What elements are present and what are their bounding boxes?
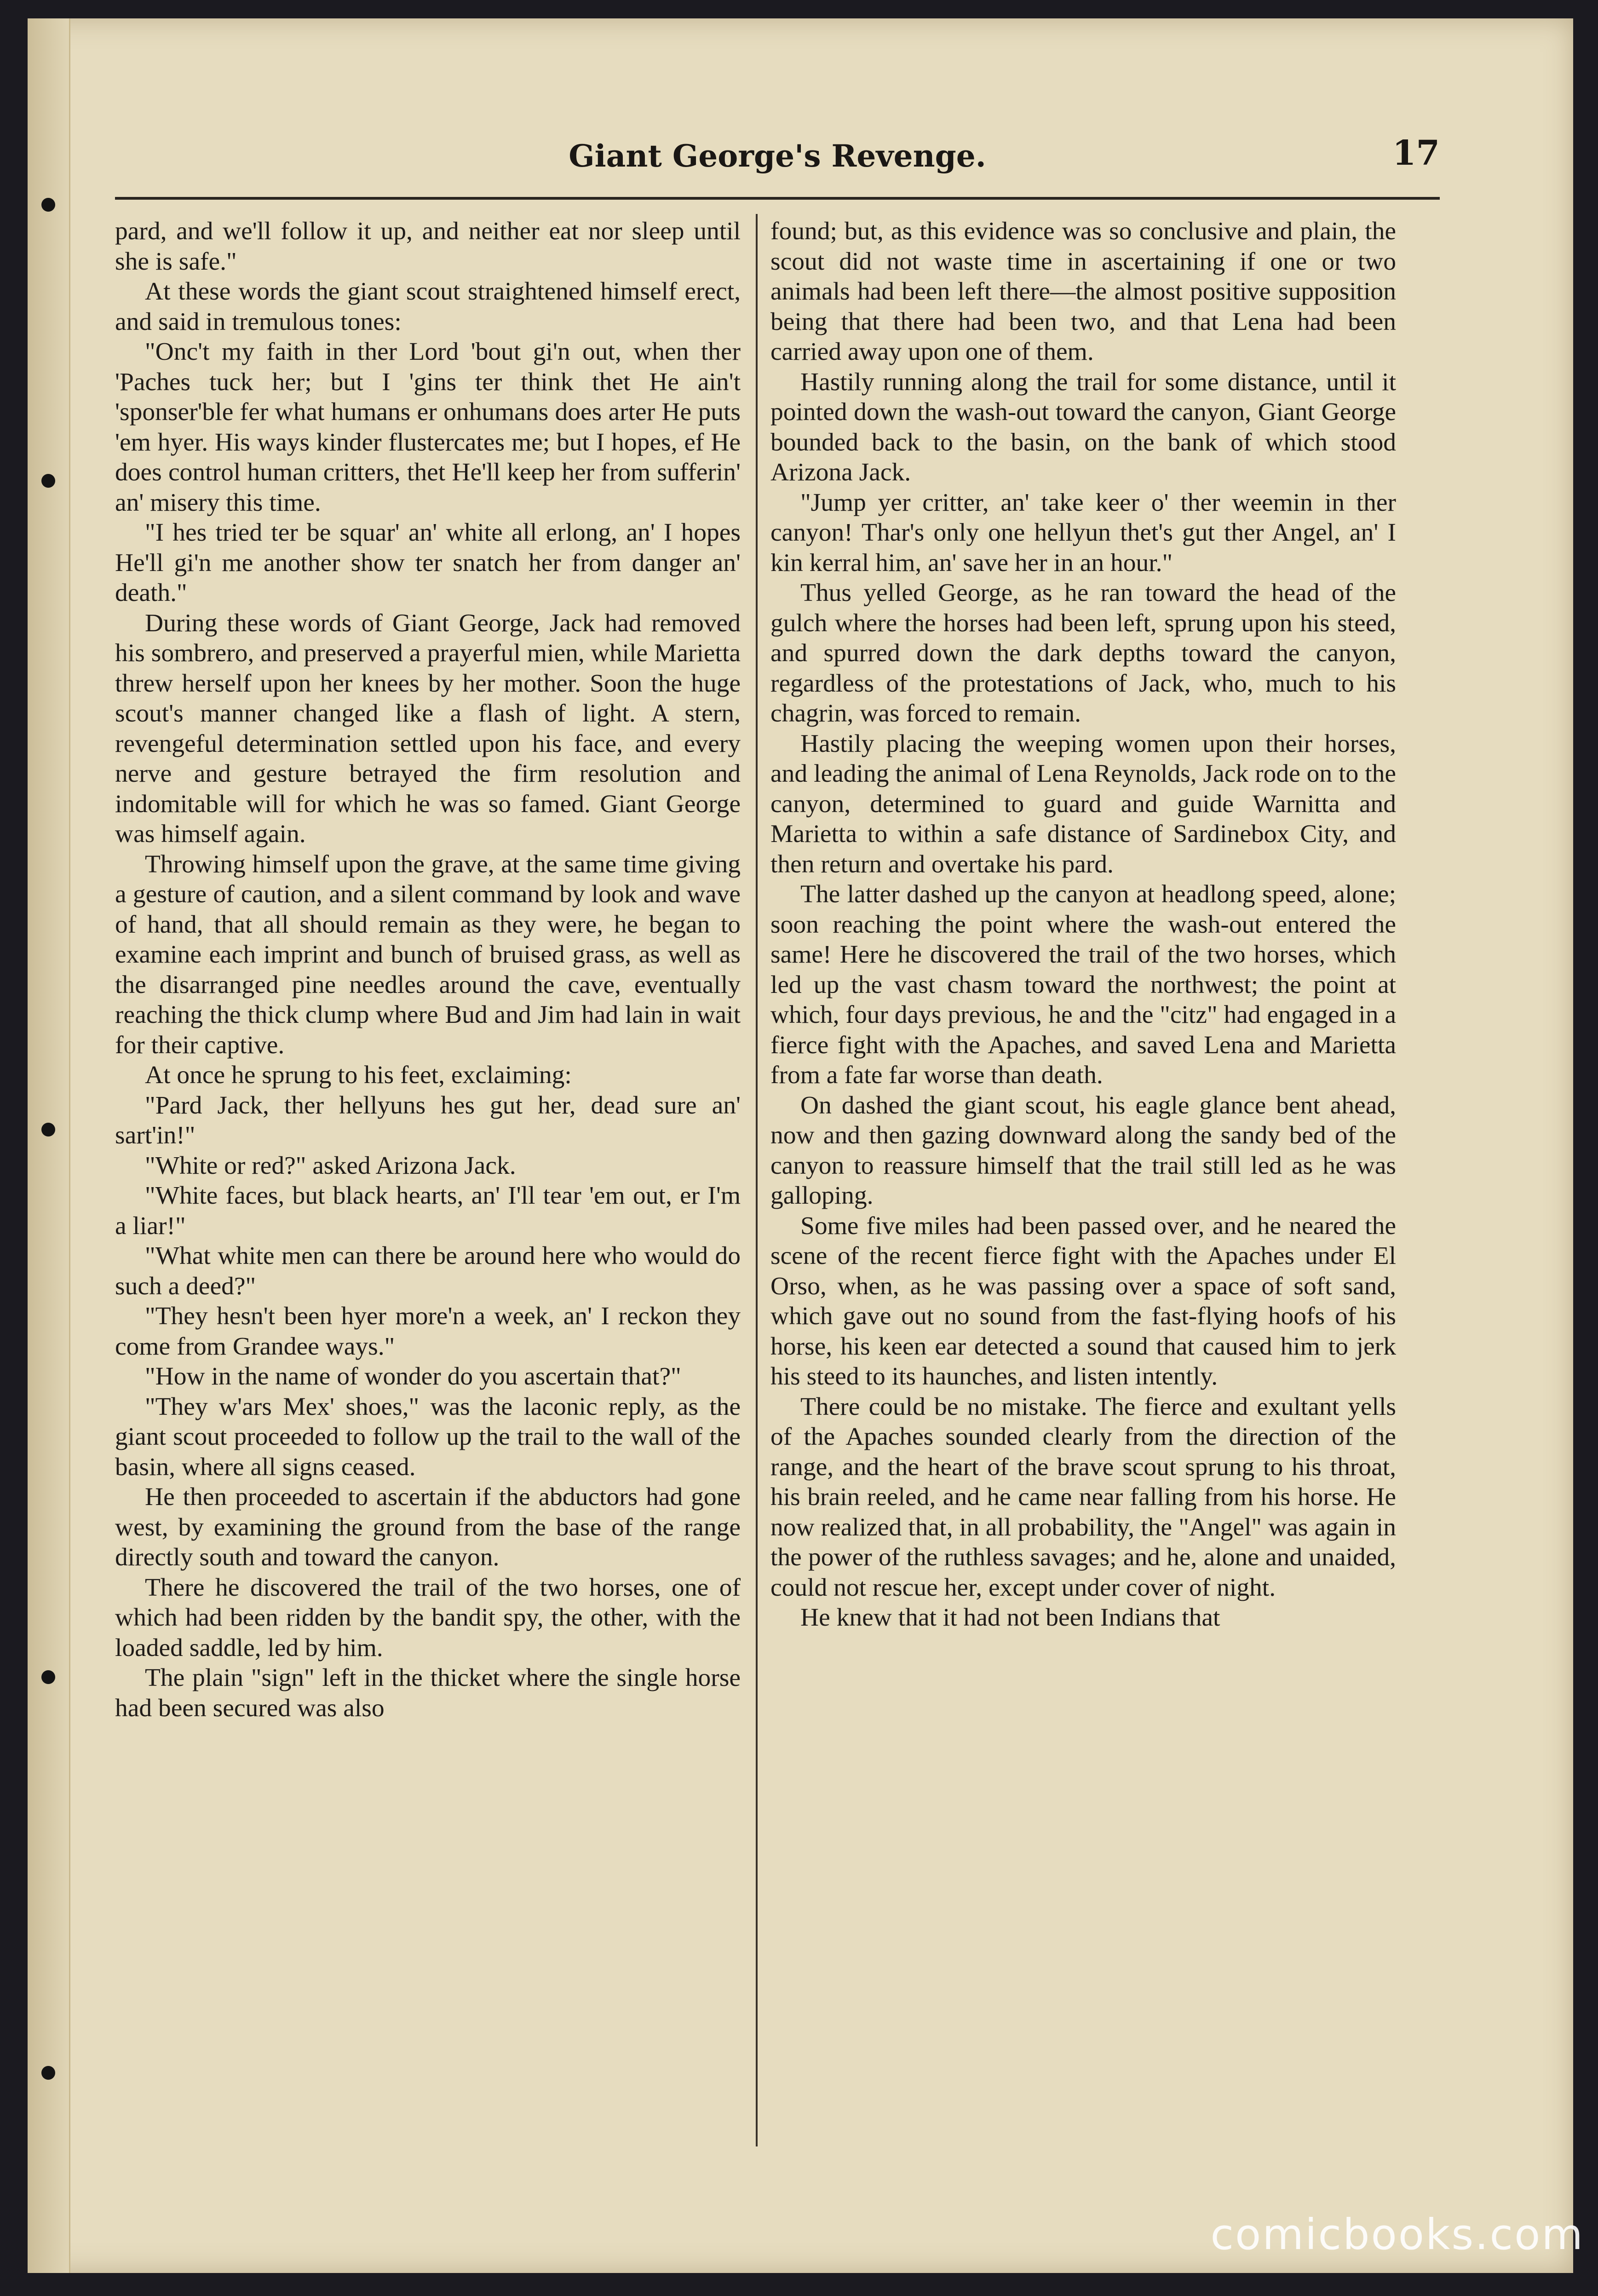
- paragraph: "Pard Jack, ther hellyuns hes gut her, dead sure an' sart'in!": [115, 1091, 741, 1149]
- staple-hole: [41, 198, 55, 212]
- header-rule: [115, 197, 1440, 200]
- paragraph: found; but, as this evidence was so conclusive and plain, the scout did not waste time in ascertaining if one or two animals had been left there—the almost positive supposition being that there had been two, and that Lena had been carried away upon one of them.: [770, 217, 1396, 366]
- paragraph: "I hes tried ter be squar' an' white all erlong, an' I hopes He'll gi'n me another show ter snatch her from danger an' death.": [115, 519, 741, 607]
- running-header: [115, 129, 1440, 189]
- paragraph: Some five miles had been passed over, and he neared the scene of the recent fierce fight with the Apaches under El Orso, when, as he was passing over a space of soft sand, which gave out no sound from the fast-flying hoofs of his horse, his keen ear detected a sound that caused him to jerk his steed to its haunches, and listen intently.: [770, 1211, 1396, 1390]
- paragraph: "Jump yer critter, an' take keer o' ther weemin in ther canyon! Thar's only one hellyun thet's gut ther Angel, an' I kin kerral him, an' save her in an hour.": [770, 488, 1396, 577]
- paragraph: The plain "sign" left in the thicket where the single horse had been secured was also: [115, 1664, 741, 1722]
- staple-hole: [41, 2066, 55, 2080]
- paragraph: "How in the name of wonder do you ascertain that?": [145, 1362, 681, 1390]
- left-column: [115, 216, 741, 1723]
- right-column: [770, 216, 1396, 1633]
- paragraph: On dashed the giant scout, his eagle glance bent ahead, now and then gazing downward along the sandy bed of the canyon to reassure himself that the trail still led as he was galloping.: [770, 1091, 1396, 1210]
- paragraph: At these words the giant scout straightened himself erect, and said in tremulous tones:: [115, 277, 741, 336]
- paragraph: He knew that it had not been Indians that: [800, 1604, 1220, 1632]
- paragraph: There could be no mistake. The fierce and exultant yells of the Apaches sounded clearly from the direction of the range, and the heart of the brave scout sprung to his throat, his brain reeled, and he came near falling from his horse. He now realized that, in all probability, the "Angel" was again in the power of the ruthless savages; and he, alone and unaided, could not rescue her, except under cover of night.: [770, 1392, 1396, 1602]
- paragraph: There he discovered the trail of the two horses, one of which had been ridden by the bandit spy, the other, with the loaded saddle, led by him.: [115, 1573, 741, 1662]
- paragraph: "They hesn't been hyer more'n a week, an' I reckon they come from Grandee ways.": [115, 1302, 741, 1361]
- page-title: Giant George's Revenge.: [569, 138, 986, 174]
- paragraph: Throwing himself upon the grave, at the same time giving a gesture of caution, and a silent command by look and wave of hand, that all should remain as they were, he began to examine each imprint and bunch of bruised grass, as well as the disarranged pine needles around the cave, eventually reaching the thick clump where Bud and Jim had lain in wait for their captive.: [115, 850, 741, 1059]
- paragraph: pard, and we'll follow it up, and neither eat nor sleep until she is safe.": [115, 217, 741, 276]
- paragraph: Hastily running along the trail for some distance, until it pointed down the wash-out toward the canyon, Giant George bounded back to the basin, on the bank of which stood Arizona Jack.: [770, 368, 1396, 486]
- paragraph: During these words of Giant George, Jack had removed his sombrero, and preserved a prayerful mien, while Marietta threw herself upon her knees by her mother. Soon the huge scout's manner changed like a flash of light. A stern, revengeful determination settled upon his face, and every nerve and gesture betrayed the firm resolution and indomitable will for which he was so famed. Giant George was himself again.: [115, 609, 741, 848]
- paragraph: Hastily placing the weeping women upon their horses, and leading the animal of Lena Reynolds, Jack rode on to the canyon, determined to guard and guide Warnitta and Marietta to within a safe distance of Sardinebox City, and then return and overtake his pard.: [770, 729, 1396, 878]
- paragraph: "What white men can there be around here who would do such a deed?": [115, 1242, 741, 1300]
- paragraph: At once he sprung to his feet, exclaiming:: [145, 1061, 572, 1089]
- staple-hole: [41, 474, 55, 488]
- paragraph: "They w'ars Mex' shoes," was the laconic reply, as the giant scout proceeded to follow up the trail to the wall of the basin, where all signs ceased.: [115, 1392, 741, 1481]
- binding-gutter: [28, 18, 70, 2273]
- staple-hole: [41, 1670, 55, 1684]
- paragraph: He then proceeded to ascertain if the abductors had gone west, by examining the ground from the base of the range directly south and toward the canyon.: [115, 1483, 741, 1571]
- paragraph: The latter dashed up the canyon at headlong speed, alone; soon reaching the point where the wash-out entered the same! Here he discovered the trail of the two horses, which led up the vast chasm toward the northwest; the point at which, four days previous, he and the "citz" had engaged in a fierce fight with the Apaches, and saved Lena and Marietta from a fate far worse than death.: [770, 880, 1396, 1089]
- column-divider: [756, 214, 758, 2146]
- paragraph: Thus yelled George, as he ran toward the head of the gulch where the horses had been left, sprung upon his steed, and spurred down the dark depths toward the canyon, regardless of the protestations of Jack, who, much to his chagrin, was forced to remain.: [770, 579, 1396, 727]
- paragraph: "Onc't my faith in ther Lord 'bout gi'n out, when ther 'Paches tuck her; but I 'gins ter think thet He ain't 'sponser'ble fer what humans er onhumans does arter He puts 'em hyer. His ways kinder flustercates me; but I hopes, ef He does control human critters, thet He'll keep her from sufferin' an' misery this time.: [115, 338, 741, 517]
- paragraph: "White or red?" asked Arizona Jack.: [145, 1151, 516, 1180]
- watermark: comicbooks.com: [1210, 2210, 1584, 2259]
- paragraph: "White faces, but black hearts, an' I'll tear 'em out, er I'm a liar!": [115, 1182, 741, 1240]
- staple-hole: [41, 1123, 55, 1136]
- page-number: 17: [1392, 133, 1440, 173]
